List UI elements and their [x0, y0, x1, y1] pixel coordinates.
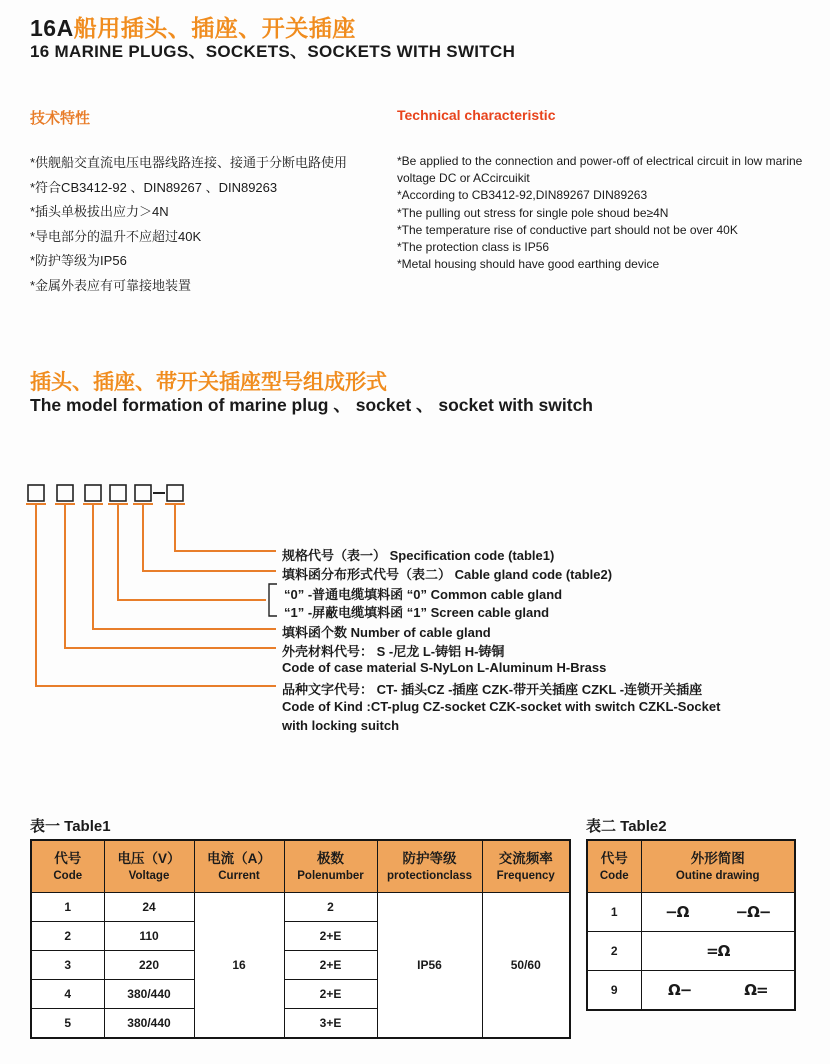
cell-code: 5: [31, 1008, 104, 1038]
cell-code: 9: [587, 970, 641, 1010]
cell-frequency-merged: 50/60: [482, 892, 570, 1038]
cell-voltage: 380/440: [104, 1008, 194, 1038]
cell-polenumber: 3+E: [284, 1008, 377, 1038]
page-title-zh: 船用插头、插座、开关插座: [73, 15, 356, 41]
model-code-boxes: [28, 485, 183, 501]
tech-item-en: *Metal housing should have good earthing device: [397, 257, 660, 272]
cell-code: 1: [31, 892, 104, 921]
table1-header-polenumber: 极数 Polenumber: [284, 840, 377, 892]
tech-item-en: *Be applied to the connection and power-off of electrical circuit in low marine voltage DC or ACcircuikit: [397, 154, 803, 186]
tech-heading-zh: 技术特性: [30, 110, 91, 127]
cell-polenumber: 2+E: [284, 979, 377, 1008]
diagram-label-common-cable-gland: “0” -普通电缆填料函 “0” Common cable gland: [284, 587, 563, 602]
outline-drawing-gland-right-icon: Ω−: [667, 980, 692, 999]
model-code-connector-lines: [26, 504, 276, 686]
table1-header-current: 电流（A） Current: [194, 840, 284, 892]
table-row: [587, 970, 795, 1010]
cell-voltage: 110: [104, 921, 194, 950]
diagram-label-kind-code-zh: 品种文字代号： CT- 插头CZ -插座 CZK-带开关插座 CZKL -连锁开关插座: [282, 682, 703, 697]
table1-header-protection: 防护等级 protectionclass: [377, 840, 482, 892]
page-subtitle-en: 16 MARINE PLUGS、SOCKETS、SOCKETS WITH SWITCH: [30, 42, 516, 61]
diagram-label-kind-code-en: Code of Kind :CT-plug CZ-socket CZK-socket with switch CZKL-Socket: [282, 699, 721, 714]
tech-item-en: *According to CB3412-92,DIN89267 DIN89263: [397, 188, 648, 203]
tech-list-zh: [30, 151, 392, 298]
tech-heading-en: Technical characteristic: [397, 107, 556, 123]
table-row: [587, 931, 795, 970]
table1-header-voltage: 电压（V） Voltage: [104, 840, 194, 892]
cell-current-merged: 16: [194, 892, 284, 1038]
outline-drawing-double-gland-right-icon: Ω=: [744, 980, 768, 999]
cell-outline-drawing: [641, 970, 795, 1010]
cell-polenumber: 2: [284, 892, 377, 921]
tech-item-en: *The pulling out stress for single pole shoud be≥4N: [397, 205, 669, 220]
cell-outline-drawing: [641, 892, 795, 931]
table2-header-outline: 外形简图 Outine drawing: [641, 840, 795, 892]
tech-item-zh: *导电部分的温升不应超过40K: [30, 228, 202, 244]
model-heading-en: The model formation of marine plug 、 socket 、 socket with switch: [30, 395, 593, 415]
tech-item-zh: *符合CB3412-92 、DIN89267 、DIN89263: [30, 179, 278, 195]
table1-caption: 表一 Table1: [30, 818, 111, 835]
table1-header-code: 代号 Code: [31, 840, 104, 892]
cell-protection-merged: IP56: [377, 892, 482, 1038]
cell-voltage: 220: [104, 950, 194, 979]
tech-item-zh: *金属外表应有可靠接地装置: [30, 277, 192, 293]
cell-voltage: 24: [104, 892, 194, 921]
diagram-label-gland-number: 填料函个数 Number of cable gland: [282, 625, 491, 640]
table2: [586, 839, 796, 1011]
table2-header-code: 代号 Code: [587, 840, 641, 892]
cell-voltage: 380/440: [104, 979, 194, 1008]
bracket-icon: [269, 584, 277, 616]
cell-code: 3: [31, 950, 104, 979]
tech-list-en: [397, 153, 817, 273]
outline-drawing-double-gland-left-icon: =Ω: [706, 941, 730, 960]
cell-outline-drawing: [641, 931, 795, 970]
table1: [30, 839, 571, 1039]
outline-drawing-gland-both-icon: −Ω−: [735, 902, 771, 921]
cell-polenumber: 2+E: [284, 950, 377, 979]
diagram-label-case-material-zh: 外壳材料代号： S -尼龙 L-铸铝 H-铸铜: [282, 644, 505, 659]
diagram-label-kind-code-en2: with locking suitch: [282, 718, 400, 733]
tech-item-en: *The temperature rise of conductive part should not be over 40K: [397, 222, 738, 237]
cell-code: 1: [587, 892, 641, 931]
cell-polenumber: 2+E: [284, 921, 377, 950]
outline-drawing-gland-left-icon: −Ω: [665, 902, 689, 921]
table1-header-frequency: 交流频率 Frequency: [482, 840, 570, 892]
diagram-label-specification-code: 规格代号（表一） Specification code (table1): [282, 548, 555, 563]
diagram-label-case-material-en: Code of case material S-NyLon L-Aluminum H-Brass: [282, 660, 607, 675]
tech-item-zh: *防护等级为IP56: [30, 253, 127, 268]
diagram-label-screen-cable-gland: “1” -屏蔽电缆填料函 “1” Screen cable gland: [284, 605, 550, 620]
diagram-label-cable-gland-code: 填料函分布形式代号（表二） Cable gland code (table2): [282, 567, 613, 582]
model-heading-zh: 插头、插座、带开关插座型号组成形式: [30, 371, 387, 394]
tech-item-zh: *供舰船交直流电压电器线路连接、接通于分断电路使用: [30, 155, 348, 170]
cell-code: 2: [31, 921, 104, 950]
table-row: [31, 892, 570, 921]
cell-code: 4: [31, 979, 104, 1008]
table-row: [587, 892, 795, 931]
table2-caption: 表二 Table2: [586, 818, 667, 835]
cell-code: 2: [587, 931, 641, 970]
page-title-prefix: 16A: [30, 15, 74, 41]
tech-item-en: *The protection class is IP56: [397, 240, 550, 255]
tech-item-zh: *插头单极拔出应力＞4N: [30, 204, 169, 219]
